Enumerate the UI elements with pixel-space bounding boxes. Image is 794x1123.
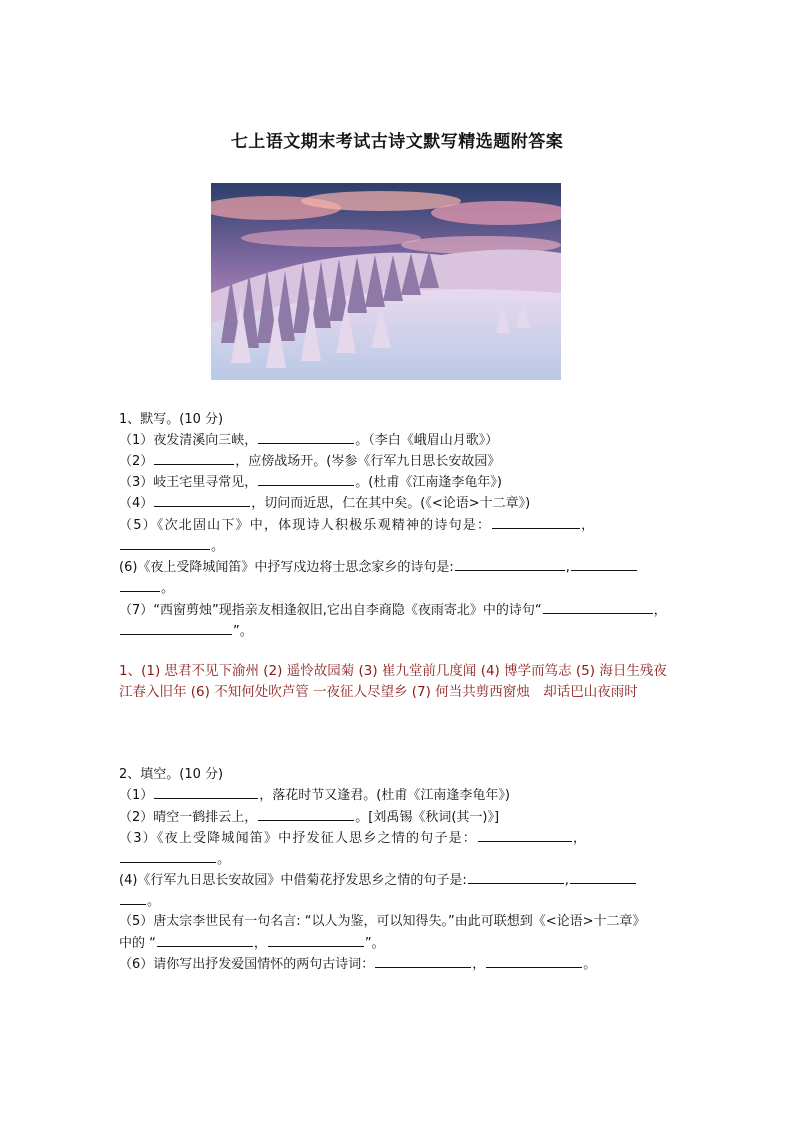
answer-blank[interactable] — [154, 494, 250, 507]
section1-item-6: (6)《夜上受降城闻笛》中抒写戍边将士思念家乡的诗句是: , — [119, 558, 638, 576]
answer-blank[interactable] — [468, 871, 564, 884]
answer-blank[interactable] — [268, 934, 364, 947]
section2-item-6: （6）请你写出抒发爱国情怀的两句古诗词： ， 。 — [119, 957, 597, 972]
answer-blank[interactable] — [258, 473, 354, 486]
section1-item-1: （1）夜发清溪向三峡， 。（李白《峨眉山月歌》） — [119, 433, 499, 448]
section1-item-5: （5）《次北固山下》中，体现诗人积极乐观精神的诗句是： ， — [119, 518, 596, 533]
section2-item-2: （2）晴空一鹤排云上， 。[刘禹锡《秋词(其一)》] — [119, 810, 500, 825]
answer-blank[interactable] — [120, 850, 216, 863]
section2-item-4-cont: 。 — [119, 892, 160, 910]
answer-blank[interactable] — [120, 622, 232, 635]
section2-item-4: (4)《行军九日思长安故园》中借菊花抒发思乡之情的句子是: , — [119, 871, 637, 889]
section1-item-2: （2） ，应傍战场开。(岑参《行军九日思长安故园》 — [119, 454, 501, 469]
answer-blank[interactable] — [543, 601, 653, 614]
section1-item-3: （3）岐王宅里寻常见， 。(杜甫《江南逢李龟年》) — [119, 475, 502, 490]
answer-blank[interactable] — [571, 558, 637, 571]
answer-blank[interactable] — [478, 829, 572, 842]
section1-item-4: （4） ，切问而近思，仁在其中矣。(《<论语>十二章》) — [119, 496, 531, 511]
answer-blank[interactable] — [375, 955, 471, 968]
answer-blank[interactable] — [258, 808, 354, 821]
answer-blank[interactable] — [120, 537, 210, 550]
answer-blank[interactable] — [120, 892, 146, 905]
snowy-forest-photo — [211, 183, 561, 380]
answer-blank[interactable] — [120, 579, 160, 592]
section1-item-5-cont: 。 — [119, 537, 224, 555]
section1-answer: 1、(1) 思君不见下渝州 (2) 遥怜故园菊 (3) 崔九堂前几度闻 (4) 博学而笃志 (5) 海日生残夜 江春入旧年 (6) 不知何处吹芦管 一夜征人尽望乡 (7) 何当共剪西窗烛 却话巴山夜雨时 — [119, 663, 681, 700]
section2-item-3: （3）《夜上受降城闻笛》中抒发征人思乡之情的句子是： ， — [119, 831, 588, 846]
answer-blank[interactable] — [258, 431, 354, 444]
section2-item-1: （1） ，落花时节又逢君。(杜甫《江南逢李龟年》) — [119, 788, 510, 803]
section1-item-6-cont: 。 — [119, 579, 174, 597]
answer-blank[interactable] — [157, 934, 253, 947]
answer-blank[interactable] — [455, 558, 565, 571]
section2-item-5-cont: 中的 “ ， ”。 — [119, 936, 385, 951]
section1-item-7-cont: ”。 — [119, 622, 253, 640]
section2-heading: 2、填空。(10 分) — [119, 767, 224, 782]
section2-item-5: （5）唐太宗李世民有一句名言: “以人为鉴，可以知得失。”由此可联想到《<论语>十二章》 — [119, 914, 646, 929]
page-title: 七上语文期末考试古诗文默写精选题附答案 — [230, 132, 564, 152]
answer-blank[interactable] — [570, 871, 636, 884]
section2-item-3-cont: 。 — [119, 850, 230, 868]
section1-heading: 1、默写。(10 分) — [119, 412, 224, 427]
answer-blank[interactable] — [154, 786, 258, 799]
section1-item-7: （7）“西窗剪烛”现指亲友相逢叙旧,它出自李商隐《夜雨寄北》中的诗句“ ， — [119, 603, 667, 618]
answer-blank[interactable] — [492, 516, 580, 529]
answer-blank[interactable] — [154, 452, 234, 465]
answer-blank[interactable] — [486, 955, 582, 968]
